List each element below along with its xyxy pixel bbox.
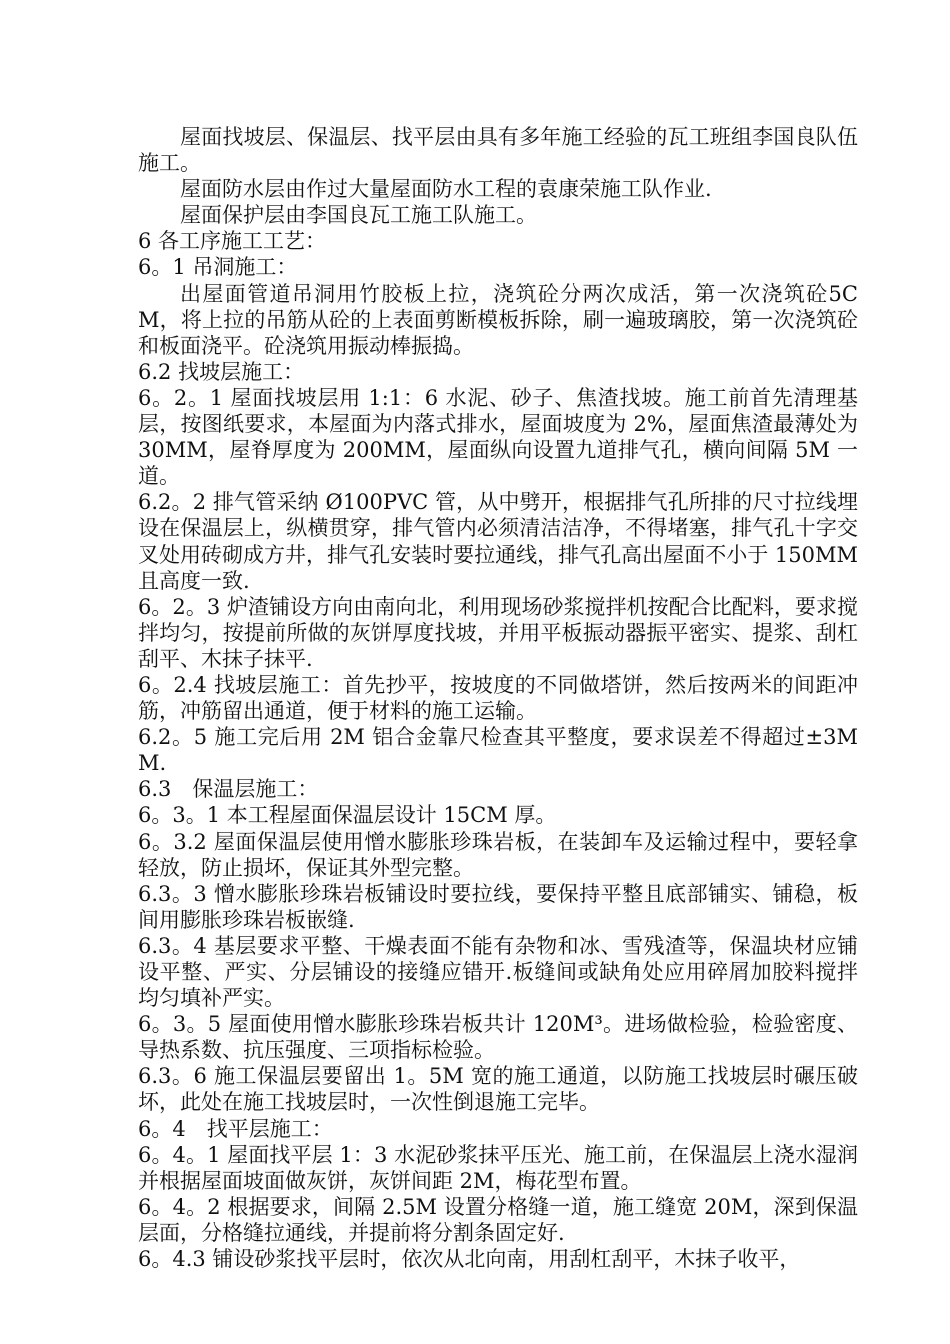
subheading-6-2: 6.2 找坡层施工： [138,359,305,384]
paragraph-6-1: 出屋面管道吊洞用竹胶板上拉，浇筑砼分两次成活，第一次浇筑砼5CM，将上拉的吊筋从砼的上表面剪断模板拆除，刷一遍玻璃胶，第一次浇筑砼和板面浇平。砼浇筑用振动棒振捣。 [138,281,858,358]
item-6-4-3: 6。4.3 铺设砂浆找平层时，依次从北向南，用刮杠刮平，木抹子收平， [138,1247,801,1272]
subheading-6-3: 6.3 保温层施工： [138,777,319,802]
document-body [138,124,858,1272]
subheading-6-4: 6。4 找平层施工： [138,1116,333,1141]
item-6-3-2: 6。3.2 屋面保温层使用憎水膨胀珍珠岩板，在装卸车及运输过程中，要轻拿轻放，防止损坏，保证其外型完整。 [138,829,858,880]
section-heading-6: 6 各工序施工工艺： [138,229,327,254]
item-6-3-1: 6。3。1 本工程屋面保温层设计 15CM 厚。 [138,803,557,828]
paragraph-2: 屋面防水层由作过大量屋面防水工程的袁康荣施工队作业. [180,177,712,202]
item-6-3-4: 6.3。4 基层要求平整、干燥表面不能有杂物和冰、雪残渣等，保温块材应铺设平整、严实、分层铺设的接缝应错开.板缝间或缺角处应用碎屑加胶料搅拌均匀填补严实。 [138,933,858,1011]
subheading-6-1: 6。1 吊洞施工： [138,255,298,280]
item-6-3-5: 6。3。5 屋面使用憎水膨胀珍珠岩板共计 120M³。进场做检验，检验密度、导热系数、抗压强度、三项指标检验。 [138,1012,858,1063]
item-6-3-6: 6.3。6 施工保温层要留出 1。5M 宽的施工通道，以防施工找坡层时碾压破坏，此处在施工找坡层时，一次性倒退施工完毕。 [138,1064,858,1115]
item-6-2-3: 6。2。3 炉渣铺设方向由南向北，利用现场砂浆搅拌机按配合比配料，要求搅拌均匀，按提前所做的灰饼厚度找坡，并用平板振动器振平密实、提浆、刮杠刮平、木抹子抹平. [138,594,858,671]
paragraph-1: 屋面找坡层、保温层、找平层由具有多年施工经验的瓦工班组李国良队伍施工。 [138,125,858,176]
item-6-3-3: 6.3。3 憎水膨胀珍珠岩板铺设时要拉线，要保持平整且底部铺实、铺稳，板间用膨胀珍珠岩板嵌缝. [138,881,858,932]
item-6-2-1: 6。2。1 屋面找坡层用 1:1：6 水泥、砂子、焦渣找坡。施工前首先清理基层，按图纸要求，本屋面为内落式排水，屋面坡度为 2%，屋面焦渣最薄处为 30MM，屋脊厚度为 200MM，屋面纵向设置九道排气孔，横向间隔 5M 一道。 [138,385,858,489]
item-6-4-1: 6。4。1 屋面找平层 1：3 水泥砂浆抹平压光、施工前，在保温层上浇水湿润并根据屋面坡面做灰饼，灰饼间距 2M，梅花型布置。 [138,1142,858,1193]
item-6-2-4: 6。2.4 找坡层施工：首先抄平，按坡度的不同做塔饼，然后按两米的间距冲筋，冲筋留出通道，便于材料的施工运输。 [138,672,858,724]
paragraph-3: 屋面保护层由李国良瓦工施工队施工。 [180,203,537,228]
item-6-2-5: 6.2。5 施工完后用 2M 铝合金靠尺检查其平整度，要求误差不得超过±3MM. [138,725,858,776]
item-6-2-2: 6.2。2 排气管采纳 Ø100PVC 管，从中劈开，根据排气孔所排的尺寸拉线埋设在保温层上，纵横贯穿，排气管内必须清洁洁净，不得堵塞，排气孔十字交叉处用砖砌成方井，排气孔安装时要拉通线，排气孔高出屋面不小于 150MM 且高度一致. [138,490,858,593]
item-6-4-2: 6。4。2 根据要求，间隔 2.5M 设置分格缝一道，施工缝宽 20M，深到保温层面，分格缝拉通线，并提前将分割条固定好. [138,1194,858,1245]
